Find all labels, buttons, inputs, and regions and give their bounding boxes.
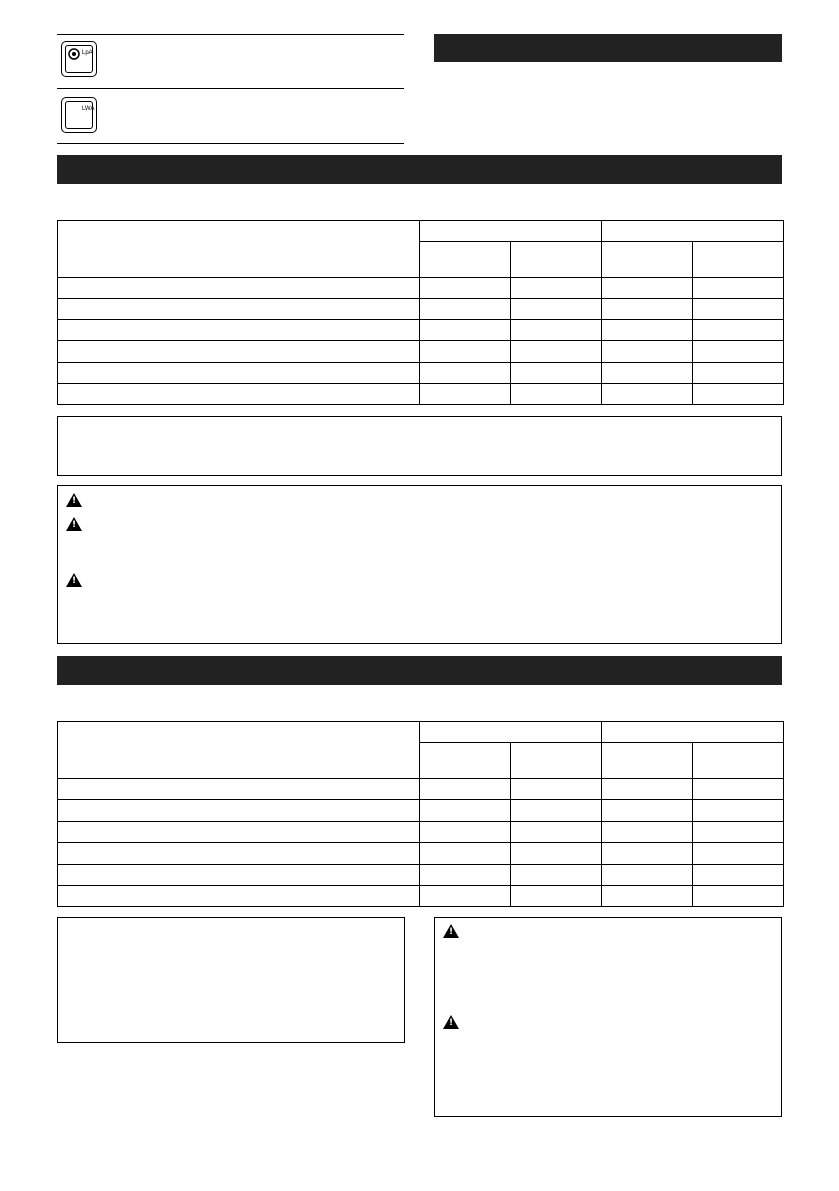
symbol-divider bbox=[57, 88, 404, 89]
table-row bbox=[58, 278, 784, 299]
table-group-header bbox=[420, 722, 602, 743]
table-subheader bbox=[420, 743, 511, 779]
table-subheader bbox=[693, 743, 784, 779]
table-header-cell bbox=[58, 221, 420, 278]
sound-pressure-icon bbox=[61, 41, 97, 77]
table-subheader bbox=[602, 242, 693, 278]
warning-icon bbox=[443, 1015, 459, 1029]
table-row bbox=[58, 341, 784, 363]
sound-pressure-label: LpA bbox=[82, 50, 93, 56]
table-row bbox=[58, 800, 784, 822]
small-heading-bar bbox=[434, 34, 782, 62]
note-box bbox=[57, 917, 405, 1043]
table-row bbox=[58, 363, 784, 384]
table-subheader bbox=[420, 242, 511, 278]
warning-icon bbox=[66, 573, 82, 587]
warning-icon bbox=[443, 924, 459, 938]
table-group-header bbox=[420, 221, 602, 242]
sound-power-label: LWA bbox=[82, 106, 95, 112]
symbol-list-top-rule bbox=[57, 34, 404, 35]
table-row bbox=[58, 822, 784, 843]
warning-icon bbox=[66, 493, 82, 507]
table-header-cell bbox=[58, 722, 420, 779]
symbol-list-bottom-rule bbox=[57, 143, 404, 144]
table-row bbox=[58, 779, 784, 800]
table-row bbox=[58, 299, 784, 320]
note-box bbox=[57, 416, 782, 476]
table-group-header bbox=[602, 221, 784, 242]
spec-table bbox=[57, 721, 784, 907]
table-row bbox=[58, 320, 784, 341]
table-group-header bbox=[602, 722, 784, 743]
table-row bbox=[58, 843, 784, 865]
table-subheader bbox=[511, 743, 602, 779]
warning-icon bbox=[66, 517, 82, 531]
spec-table bbox=[57, 220, 784, 405]
warning-box bbox=[434, 917, 782, 1117]
section-heading-bar bbox=[57, 155, 782, 184]
section-heading-bar bbox=[57, 656, 782, 685]
table-row bbox=[58, 865, 784, 886]
table-subheader bbox=[602, 743, 693, 779]
table-subheader bbox=[511, 242, 602, 278]
table-row bbox=[58, 384, 784, 405]
table-row bbox=[58, 886, 784, 907]
table-subheader bbox=[693, 242, 784, 278]
warning-box bbox=[57, 485, 782, 644]
sound-power-icon bbox=[61, 97, 97, 133]
